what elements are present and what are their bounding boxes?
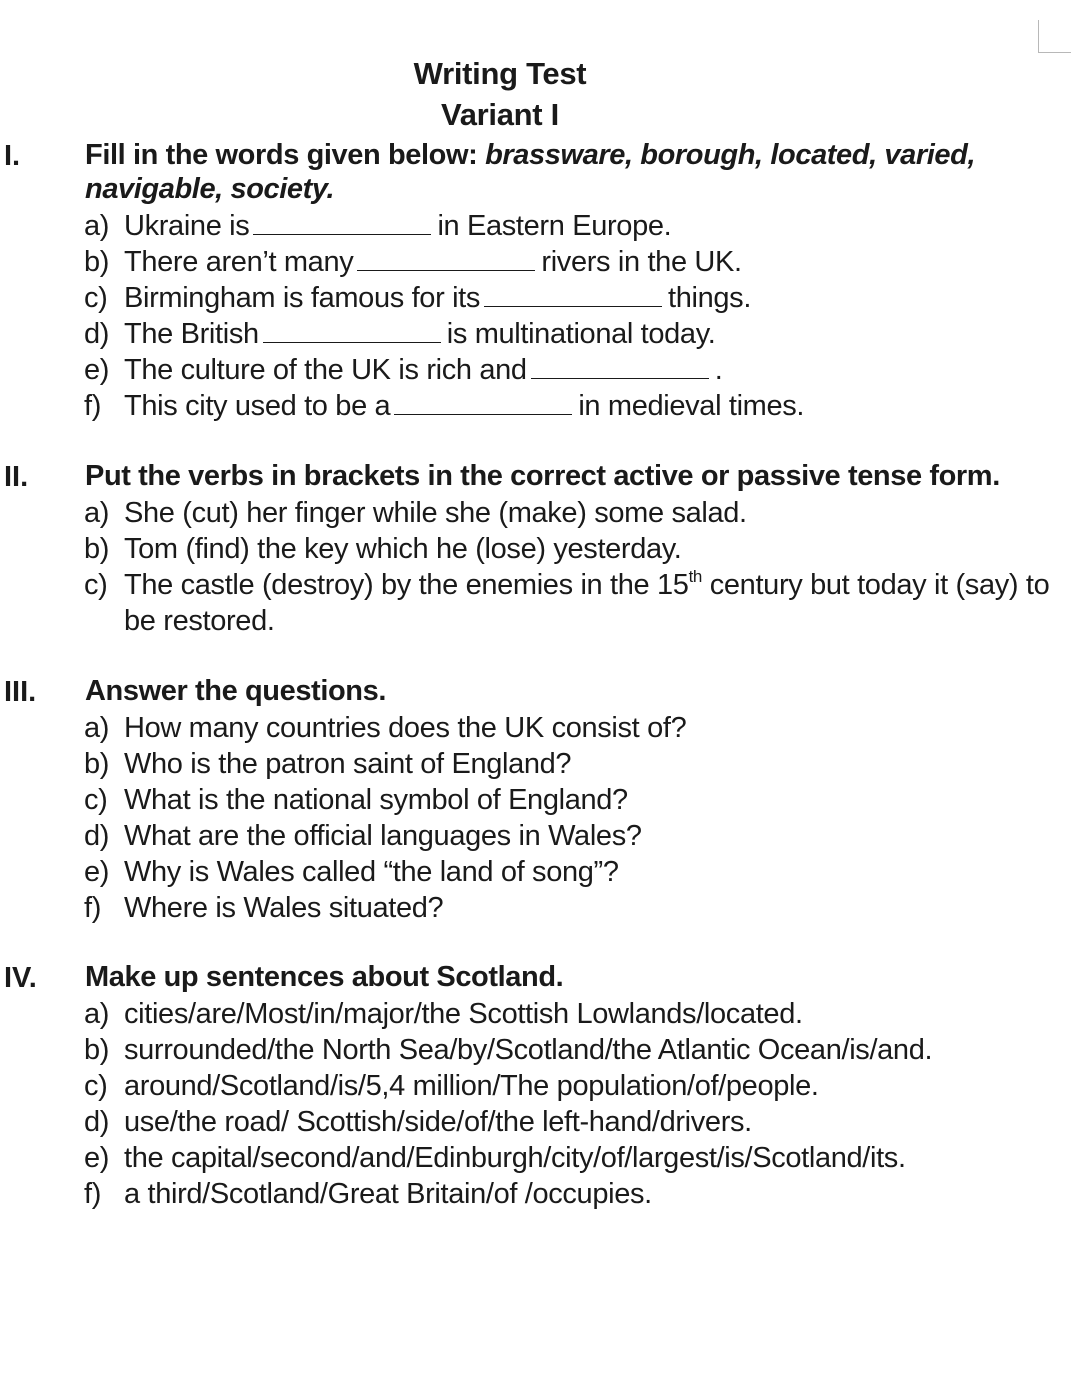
item-text: She (cut) her finger while she (make) some salad. [124, 497, 747, 529]
answer-blank[interactable] [484, 284, 662, 307]
answer-blank[interactable] [357, 248, 535, 271]
answer-blank[interactable] [531, 356, 709, 379]
item-marker: e) [84, 856, 110, 888]
item-marker: f) [84, 390, 102, 422]
item-marker: e) [84, 1142, 110, 1174]
item-text: a third/Scotland/Great Britain/of /occupies. [124, 1178, 652, 1210]
word-bank: brassware, borough, located, varied, navigable, society. [85, 139, 976, 205]
item-marker: b) [84, 1034, 110, 1066]
list-item [84, 782, 1074, 818]
questions-list [84, 710, 1074, 926]
list-item [84, 388, 1074, 424]
item-text-after: is multinational today. [446, 318, 716, 350]
list-item [84, 746, 1074, 782]
item-marker: d) [84, 1106, 110, 1138]
list-item [84, 1104, 1074, 1140]
item-marker: c) [84, 1070, 108, 1102]
item-text: What are the official languages in Wales? [124, 820, 642, 852]
list-item [84, 280, 1074, 316]
section-number: I. [4, 140, 21, 172]
item-text-before: There aren’t many [124, 246, 354, 278]
item-text-after: in medieval times. [578, 390, 805, 422]
list-item [84, 1140, 1074, 1176]
item-text: use/the road/ Scottish/side/of/the left-hand/drivers. [124, 1106, 752, 1138]
item-text: surrounded/the North Sea/by/Scotland/the Atlantic Ocean/is/and. [124, 1034, 933, 1066]
item-marker: a) [84, 210, 110, 242]
item-text: Tom (find) the key which he (lose) yesterday. [124, 533, 682, 565]
item-marker: b) [84, 246, 110, 278]
item-text-after: rivers in the UK. [541, 246, 742, 278]
list-item [84, 854, 1074, 890]
item-text-before: Birmingham is famous for its [124, 282, 481, 314]
item-marker: a) [84, 712, 110, 744]
ordinal-suffix: th [688, 567, 703, 586]
item-marker: b) [84, 533, 110, 565]
item-marker: c) [84, 784, 108, 816]
item-marker: a) [84, 998, 110, 1030]
list-item [84, 531, 1074, 567]
page-title: Writing Test [413, 56, 587, 91]
item-marker: d) [84, 820, 110, 852]
item-text-before: The culture of the UK is rich and [124, 354, 527, 386]
list-item [84, 316, 1074, 352]
item-text-before: Ukraine is [124, 210, 250, 242]
item-marker: c) [84, 282, 108, 314]
section-number: III. [4, 676, 37, 708]
item-text: cities/are/Most/in/major/the Scottish Lowlands/located. [124, 998, 803, 1030]
section-number: IV. [4, 962, 37, 994]
item-text: How many countries does the UK consist of? [124, 712, 687, 744]
list-item [84, 1068, 1074, 1104]
list-item [84, 208, 1074, 244]
item-text: around/Scotland/is/5,4 million/The population/of/people. [124, 1070, 819, 1102]
fill-in-list [84, 208, 1074, 424]
item-marker: b) [84, 748, 110, 780]
section-heading: Make up sentences about Scotland. [85, 961, 564, 993]
list-item [84, 495, 1074, 531]
heading-prefix: Fill in the words given below: [85, 139, 486, 171]
item-text-after: things. [668, 282, 752, 314]
item-text-before: The British [124, 318, 259, 350]
list-item [84, 818, 1074, 854]
item-marker: f) [84, 1178, 102, 1210]
answer-blank[interactable] [253, 212, 431, 235]
list-item [84, 1176, 1074, 1212]
item-marker: c) [84, 569, 108, 601]
list-item [84, 567, 1074, 639]
item-text-before: This city used to be a [124, 390, 391, 422]
list-item [84, 1032, 1074, 1068]
list-item [84, 244, 1074, 280]
item-text: What is the national symbol of England? [124, 784, 628, 816]
answer-blank[interactable] [394, 392, 572, 415]
item-text: the capital/second/and/Edinburgh/city/of/largest/is/Scotland/its. [124, 1142, 906, 1174]
section-heading [85, 138, 1060, 206]
answer-blank[interactable] [263, 320, 441, 343]
item-text-after: in Eastern Europe. [437, 210, 672, 242]
list-item [84, 352, 1074, 388]
verbs-list [84, 495, 1074, 639]
sentences-list [84, 996, 1074, 1212]
section-number: II. [4, 461, 29, 493]
list-item [84, 890, 1074, 926]
item-marker: d) [84, 318, 110, 350]
item-text: Where is Wales situated? [124, 892, 444, 924]
section-heading: Answer the questions. [85, 675, 386, 707]
item-marker: e) [84, 354, 110, 386]
item-text-after: . [714, 354, 723, 386]
page-corner-mark [1038, 20, 1071, 53]
item-text: Who is the patron saint of England? [124, 748, 572, 780]
list-item [84, 710, 1074, 746]
item-marker: f) [84, 892, 102, 924]
item-text-before: The castle (destroy) by the enemies in the 15 [124, 569, 689, 601]
section-heading: Put the verbs in brackets in the correct active or passive tense form. [85, 460, 1000, 492]
page-subtitle-variant: Variant I [441, 97, 559, 132]
item-marker: a) [84, 497, 110, 529]
item-text-after: century but today it (say) to be restored. [124, 569, 1050, 637]
list-item [84, 996, 1074, 1032]
item-text: Why is Wales called “the land of song”? [124, 856, 619, 888]
